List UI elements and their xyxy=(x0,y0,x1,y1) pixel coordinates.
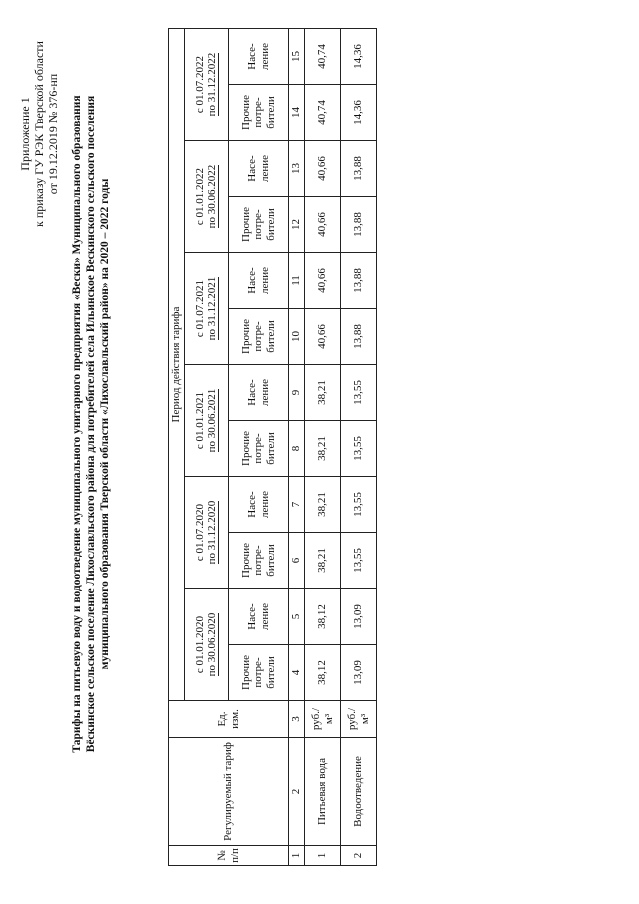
consumer-other: Прочие потре-бители xyxy=(229,85,289,141)
consumer-population: Насе-ление xyxy=(229,589,289,645)
tariff-value: 40,66 xyxy=(305,253,341,309)
appendix-line: от 19.12.2019 № 376-нп xyxy=(46,73,60,195)
tariff-value: 38,21 xyxy=(305,533,341,589)
appendix-line: к приказу ГУ РЭК Тверской области xyxy=(32,41,46,227)
column-number: 14 xyxy=(289,85,305,141)
title-line: муниципального образования Тверской области «Лихославльский район» на 2020 – 2022 годы xyxy=(99,178,111,670)
column-number: 11 xyxy=(289,253,305,309)
column-number: 7 xyxy=(289,477,305,533)
title-line: Тарифы на питьевую воду и водоотведение муниципального унитарного предприятия «Вески» Муниципального образования xyxy=(71,95,83,753)
tariff-table xyxy=(168,28,377,866)
column-number: 4 xyxy=(289,645,305,701)
header-period: Период действия тарифа xyxy=(169,29,185,701)
row-number: 1 xyxy=(305,846,341,866)
column-number: 9 xyxy=(289,365,305,421)
header-unit: Ед. изм. xyxy=(169,701,289,738)
tariff-value: 40,66 xyxy=(305,309,341,365)
period-cell xyxy=(185,589,229,701)
period-to: по 30.06.2022 xyxy=(206,164,218,229)
tariff-value: 40,74 xyxy=(305,85,341,141)
tariff-value: 38,12 xyxy=(305,589,341,645)
consumer-other: Прочие потре-бители xyxy=(229,421,289,477)
column-number: 15 xyxy=(289,29,305,85)
tariff-value: 38,21 xyxy=(305,477,341,533)
tariff-value: 13,55 xyxy=(341,365,377,421)
column-number: 10 xyxy=(289,309,305,365)
table-row xyxy=(341,29,377,866)
column-number: 6 xyxy=(289,533,305,589)
tariff-value: 13,88 xyxy=(341,253,377,309)
column-number: 8 xyxy=(289,421,305,477)
period-from: с 01.01.2021 xyxy=(194,391,206,450)
tariff-value: 13,09 xyxy=(341,589,377,645)
period-from: с 01.07.2021 xyxy=(194,279,206,338)
column-number-row xyxy=(289,29,305,866)
period-cell xyxy=(185,477,229,589)
consumer-other: Прочие потре-бители xyxy=(229,309,289,365)
period-cell xyxy=(185,141,229,253)
table-row xyxy=(305,29,341,866)
header-tariff: Регулируемый тариф xyxy=(169,738,289,846)
column-number: 5 xyxy=(289,589,305,645)
row-number: 2 xyxy=(341,846,377,866)
tariff-rows xyxy=(305,29,377,866)
consumer-other: Прочие потре-бители xyxy=(229,645,289,701)
period-to: по 31.12.2021 xyxy=(206,276,218,341)
period-to: по 31.12.2022 xyxy=(206,52,218,117)
period-to: по 30.06.2021 xyxy=(206,388,218,453)
tariff-value: 13,55 xyxy=(341,477,377,533)
period-to: по 31.12.2020 xyxy=(206,500,218,565)
tariff-value: 14,36 xyxy=(341,85,377,141)
row-unit: руб./м³ xyxy=(305,701,341,738)
title-line: Вёскинское сельское поселение Лихославльского района для потребителей села Ильинское Вескинского сельского поселения xyxy=(85,95,97,753)
tariff-value: 40,66 xyxy=(305,197,341,253)
consumer-other: Прочие потре-бители xyxy=(229,197,289,253)
row-tariff-name: Водоотведение xyxy=(341,738,377,846)
period-to: по 30.06.2020 xyxy=(206,612,218,677)
tariff-value: 13,88 xyxy=(341,197,377,253)
document-title xyxy=(70,4,112,844)
tariff-value: 13,88 xyxy=(341,309,377,365)
tariff-value: 13,55 xyxy=(341,421,377,477)
tariff-value: 13,09 xyxy=(341,645,377,701)
tariff-value: 38,21 xyxy=(305,421,341,477)
appendix-line: Приложение 1 xyxy=(18,97,32,171)
consumer-population: Насе-ление xyxy=(229,29,289,85)
period-from: с 01.07.2022 xyxy=(194,55,206,114)
consumer-population: Насе-ление xyxy=(229,365,289,421)
period-cell xyxy=(185,29,229,141)
column-number: 2 xyxy=(289,738,305,846)
tariff-value: 38,21 xyxy=(305,365,341,421)
consumer-population: Насе-ление xyxy=(229,141,289,197)
tariff-value: 14,36 xyxy=(341,29,377,85)
tariff-value: 40,66 xyxy=(305,141,341,197)
column-number: 13 xyxy=(289,141,305,197)
row-unit: руб./м³ xyxy=(341,701,377,738)
consumer-population: Насе-ление xyxy=(229,477,289,533)
period-from: с 01.01.2022 xyxy=(194,167,206,226)
column-number: 3 xyxy=(289,701,305,738)
tariff-value: 40,74 xyxy=(305,29,341,85)
tariff-value: 13,88 xyxy=(341,141,377,197)
row-tariff-name: Питьевая вода xyxy=(305,738,341,846)
column-number: 12 xyxy=(289,197,305,253)
period-from: с 01.01.2020 xyxy=(194,615,206,674)
consumer-population: Насе-ление xyxy=(229,253,289,309)
appendix-block xyxy=(18,14,60,254)
consumer-other: Прочие потре-бители xyxy=(229,533,289,589)
tariff-value: 13,55 xyxy=(341,533,377,589)
period-cell xyxy=(185,253,229,365)
column-number: 1 xyxy=(289,846,305,866)
tariff-value: 38,12 xyxy=(305,645,341,701)
period-cell xyxy=(185,365,229,477)
header-number: № п/п xyxy=(169,846,289,866)
period-from: с 01.07.2020 xyxy=(194,503,206,562)
